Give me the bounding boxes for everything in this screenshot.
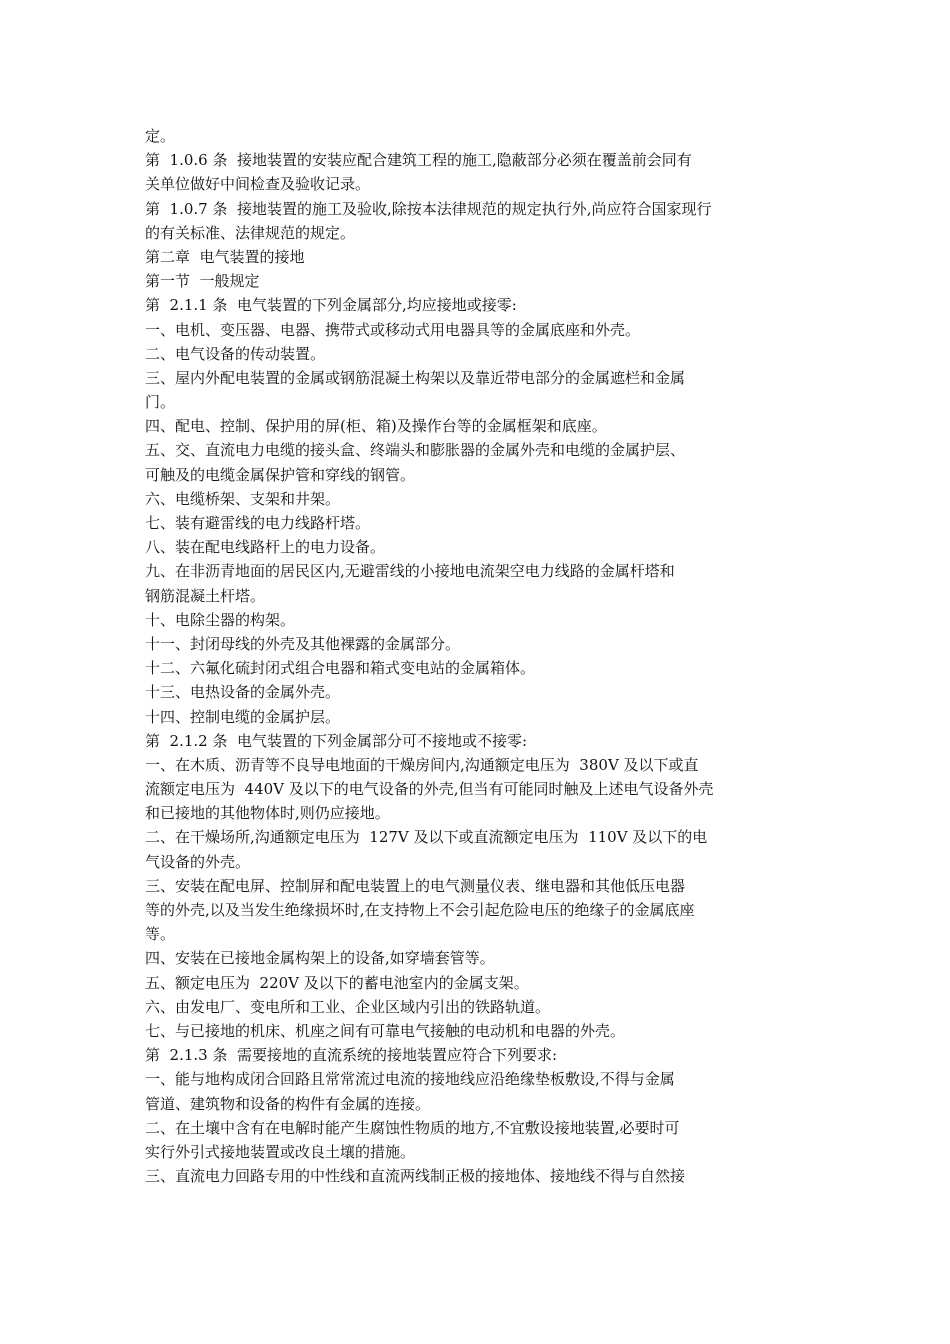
text-line: 关单位做好中间检查及验收记录。 <box>145 175 371 194</box>
text-line: 管道、建筑物和设备的构件有金属的连接。 <box>145 1094 431 1113</box>
text-line: 十四、控制电缆的金属护层。 <box>145 707 341 726</box>
text-line: 十、电除尘器的构架。 <box>145 610 296 629</box>
text-line: 第 2.1.3 条 需要接地的直流系统的接地装置应符合下列要求: <box>145 1046 558 1065</box>
document-body <box>145 124 785 1188</box>
text-line: 定。 <box>145 127 176 145</box>
text-line: 三、屋内外配电装置的金属或钢筋混凝土构架以及靠近带电部分的金属遮栏和金属 <box>145 368 686 387</box>
text-line: 和已接地的其他物体时,则仍应接地。 <box>145 804 390 823</box>
text-line: 五、交、直流电力电缆的接头盒、终端头和膨胀器的金属外壳和电缆的金属护层、 <box>145 441 686 460</box>
text-line: 第 2.1.1 条 电气装置的下列金属部分,均应接地或接零: <box>145 296 517 315</box>
section-heading: 第一节 一般规定 <box>145 272 260 291</box>
text-line: 一、电机、变压器、电器、携带式或移动式用电器具等的金属底座和外壳。 <box>145 320 641 339</box>
text-line: 第 1.0.7 条 接地装置的施工及验收,除按本法律规范的规定执行外,尚应符合国家现行 <box>145 199 712 218</box>
text-line: 七、与已接地的机床、机座之间有可靠电气接触的电动机和电器的外壳。 <box>145 1021 626 1040</box>
text-line: 二、在土壤中含有在电解时能产生腐蚀性物质的地方,不宜敷设接地装置,必要时可 <box>145 1118 680 1137</box>
text-line: 二、在干燥场所,沟通额定电压为 127V 及以下或直流额定电压为 110V 及以下的电 <box>145 828 708 847</box>
text-line: 十三、电热设备的金属外壳。 <box>145 683 341 702</box>
text-line: 等的外壳,以及当发生绝缘损坏时,在支持物上不会引起危险电压的绝缘子的金属底座 <box>145 901 695 919</box>
text-line: 钢筋混凝土杆塔。 <box>145 586 266 605</box>
text-line: 门。 <box>145 393 176 412</box>
text-line: 等。 <box>145 925 176 944</box>
text-line: 第 2.1.2 条 电气装置的下列金属部分可不接地或不接零: <box>145 731 528 750</box>
text-line: 三、安装在配电屏、控制屏和配电装置上的电气测量仪表、继电器和其他低压电器 <box>145 876 686 895</box>
text-line: 三、直流电力回路专用的中性线和直流两线制正极的接地体、接地线不得与自然接 <box>145 1167 686 1186</box>
text-line: 二、电气设备的传动装置。 <box>145 344 326 363</box>
text-line: 的有关标准、法律规范的规定。 <box>145 223 356 242</box>
chapter-heading: 第二章 电气装置的接地 <box>145 247 305 266</box>
text-line: 四、安装在已接地金属构架上的设备,如穿墙套管等。 <box>145 949 495 968</box>
text-line: 八、装在配电线路杆上的电力设备。 <box>145 538 386 557</box>
text-line: 十一、封闭母线的外壳及其他裸露的金属部分。 <box>145 634 461 653</box>
text-line: 九、在非沥青地面的居民区内,无避雷线的小接地电流架空电力线路的金属杆塔和 <box>145 562 675 581</box>
text-line: 五、额定电压为 220V 及以下的蓄电池室内的金属支架。 <box>145 973 529 992</box>
text-line: 流额定电压为 440V 及以下的电气设备的外壳,但当有可能同时触及上述电气设备外壳 <box>145 780 714 799</box>
text-line: 六、由发电厂、变电所和工业、企业区域内引出的铁路轨道。 <box>145 997 551 1016</box>
text-line: 一、能与地构成闭合回路且常常流过电流的接地线应沿绝缘垫板敷设,不得与金属 <box>145 1070 675 1089</box>
text-line: 六、电缆桥架、支架和井架。 <box>145 489 341 508</box>
text-line: 可触及的电缆金属保护管和穿线的钢管。 <box>145 465 416 484</box>
text-line: 七、装有避雷线的电力线路杆塔。 <box>145 514 371 532</box>
text-line: 一、在木质、沥青等不良导电地面的干燥房间内,沟通额定电压为 380V 及以下或直 <box>145 755 699 774</box>
text-line: 第 1.0.6 条 接地装置的安装应配合建筑工程的施工,隐蔽部分必须在覆盖前会同有 <box>145 151 692 170</box>
text-line: 实行外引式接地装置或改良土壤的措施。 <box>145 1142 416 1161</box>
text-line: 四、配电、控制、保护用的屏(柜、箱)及操作台等的金属框架和底座。 <box>145 417 607 436</box>
text-line: 气设备的外壳。 <box>145 852 251 871</box>
text-line: 十二、六氟化硫封闭式组合电器和箱式变电站的金属箱体。 <box>145 659 536 678</box>
